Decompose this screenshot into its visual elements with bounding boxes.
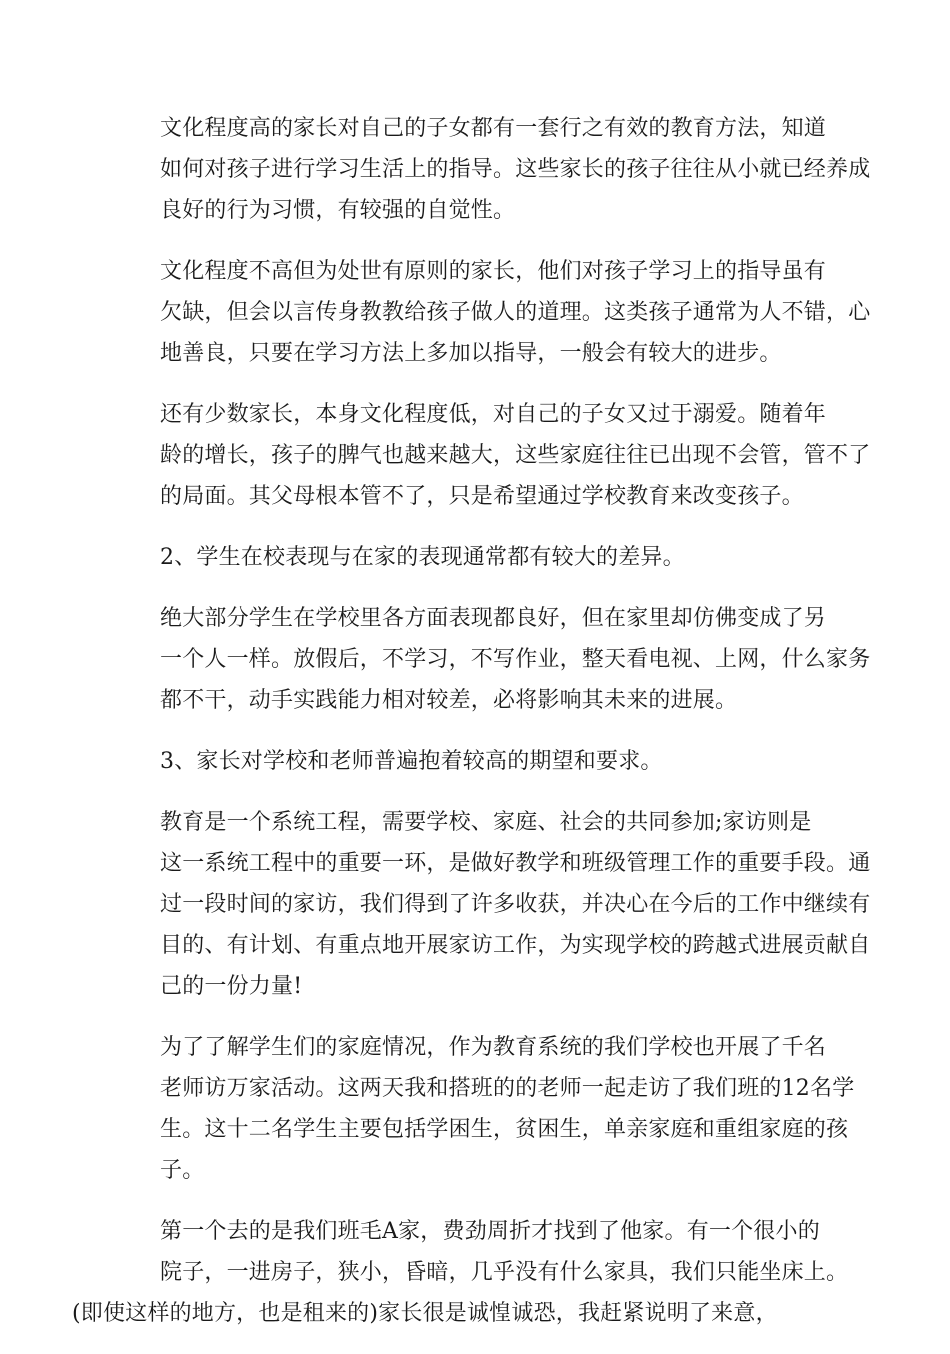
text-line: 己的一份力量! <box>160 974 303 999</box>
paragraph-education-system <box>116 802 871 1007</box>
text-line: 院子，一进房子，狭小，昏暗，几乎没有什么家具，我们只能坐床上。 <box>160 1260 849 1285</box>
paragraph-principled-parents <box>116 251 871 374</box>
text-line: 龄的增长，孩子的脾气也越来越大，这些家庭往往已出现不会管，管不了 <box>160 443 871 468</box>
text-line: 老师访万家活动。这两天我和搭班的的老师一起走访了我们班的12名学 <box>160 1076 855 1101</box>
text-line: 为了了解学生们的家庭情况，作为教育系统的我们学校也开展了千名 <box>160 1035 827 1060</box>
text-line: 绝大部分学生在学校里各方面表现都良好，但在家里却仿佛变成了另 <box>160 606 827 631</box>
text-line: 一个人一样。放假后，不学习，不写作业，整天看电视、上网，什么家务 <box>160 647 871 672</box>
paragraph-doting-parents <box>116 394 871 517</box>
text-line: 3、家长对学校和老师普遍抱着较高的期望和要求。 <box>160 749 663 774</box>
text-line: 都不干，动手实践能力相对较差，必将影响其未来的进展。 <box>160 688 738 713</box>
text-line: 文化程度高的家长对自己的子女都有一套行之有效的教育方法，知道 <box>160 116 827 141</box>
paragraph-home-visits <box>116 1027 855 1191</box>
text-line: 子。 <box>160 1158 205 1183</box>
text-line: 欠缺，但会以言传身教教给孩子做人的道理。这类孩子通常为人不错，心 <box>160 300 871 325</box>
heading-point-2 <box>116 537 836 578</box>
text-line: 过一段时间的家访，我们得到了许多收获，并决心在今后的工作中继续有 <box>160 892 871 917</box>
text-line: 文化程度不高但为处世有原则的家长，他们对孩子学习上的指导虽有 <box>160 259 827 284</box>
text-line: 生。这十二名学生主要包括学困生，贫困生，单亲家庭和重组家庭的孩 <box>160 1117 849 1142</box>
text-line: 2、学生在校表现与在家的表现通常都有较大的差异。 <box>160 545 685 570</box>
heading-point-3 <box>116 741 836 782</box>
text-line: 良好的行为习惯，有较强的自觉性。 <box>160 198 516 223</box>
text-line: 教育是一个系统工程，需要学校、家庭、社会的共同参加;家访则是 <box>160 810 812 835</box>
paragraph-behavior-difference <box>116 598 871 721</box>
text-line: 这一系统工程中的重要一环，是做好教学和班级管理工作的重要手段。通 <box>160 851 871 876</box>
text-line: 目的、有计划、有重点地开展家访工作，为实现学校的跨越式进展贡献自 <box>160 933 871 958</box>
document-body <box>72 108 871 1354</box>
text-line: 第一个去的是我们班毛A家，费劲周折才找到了他家。有一个很小的 <box>160 1219 820 1244</box>
paragraph-first-visit <box>72 1211 849 1334</box>
text-line: 地善良，只要在学习方法上多加以指导，一般会有较大的进步。 <box>160 341 782 366</box>
paragraph-educated-parents <box>116 108 871 231</box>
text-line: 的局面。其父母根本管不了，只是希望通过学校教育来改变孩子。 <box>160 484 804 509</box>
text-line: (即使这样的地方，也是租来的)家长很是诚惶诚恐，我赶紧说明了来意， <box>72 1301 778 1326</box>
text-line: 如何对孩子进行学习生活上的指导。这些家长的孩子往往从小就已经养成 <box>160 157 871 182</box>
text-line: 还有少数家长，本身文化程度低，对自己的子女又过于溺爱。随着年 <box>160 402 827 427</box>
